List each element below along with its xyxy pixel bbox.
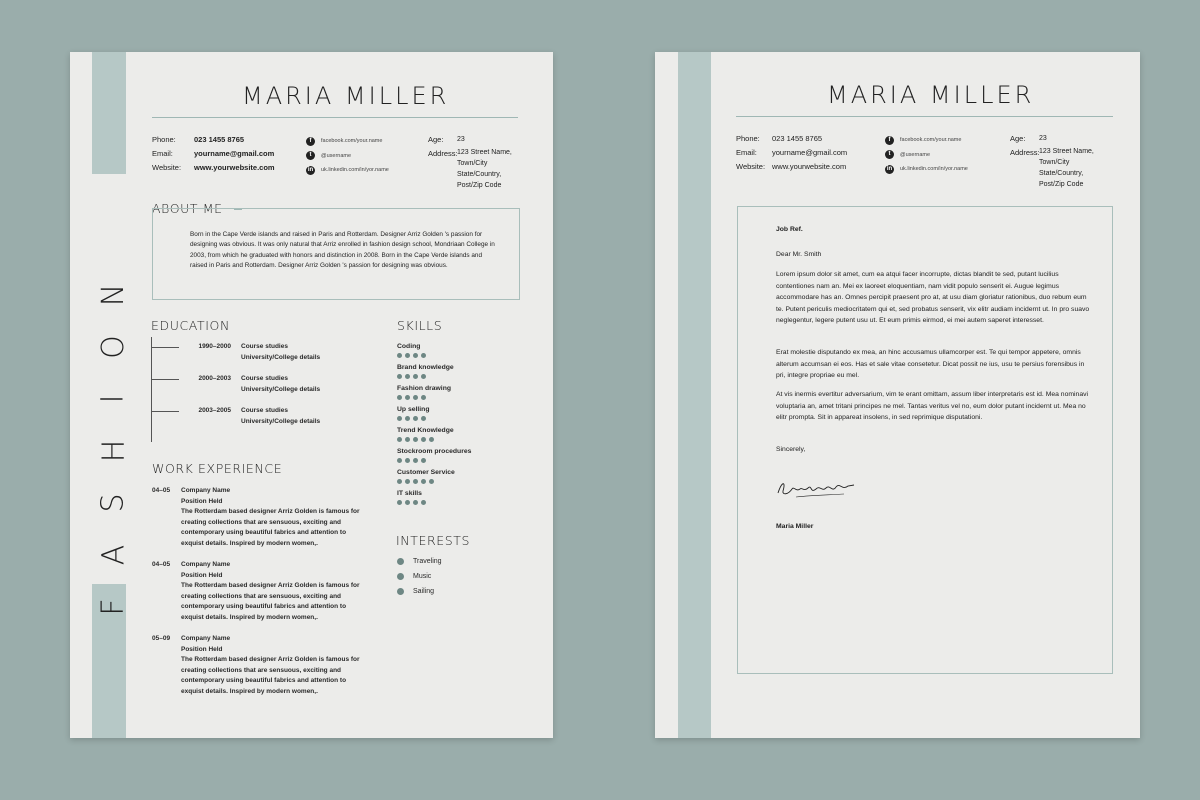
twitter-link[interactable]: @username xyxy=(900,151,931,158)
signature-image xyxy=(774,477,859,501)
skill-label: Coding xyxy=(397,343,421,350)
bullet-icon xyxy=(397,558,404,565)
address-line: Post/Zip Code xyxy=(1039,181,1084,188)
education-item xyxy=(151,374,320,395)
social-links xyxy=(306,134,389,178)
skill-rating xyxy=(397,395,451,400)
twitter-icon: t xyxy=(306,151,315,160)
signer-name: Maria Miller xyxy=(776,523,814,530)
skill-rating xyxy=(397,458,471,463)
education-school: University/College details xyxy=(241,353,321,361)
skill-item xyxy=(397,448,471,463)
education-course: Course studies xyxy=(241,407,288,414)
website-label: Website: xyxy=(152,163,182,172)
education-school: University/College details xyxy=(241,385,321,393)
interest-item xyxy=(397,588,434,595)
contact-labels xyxy=(736,132,765,174)
rating-dot xyxy=(397,458,402,463)
rating-dot xyxy=(397,500,402,505)
job-ref: Job Ref. xyxy=(776,226,803,233)
twitter-link[interactable]: @username xyxy=(321,152,352,159)
skill-item xyxy=(397,385,451,400)
work-company: Company Name xyxy=(181,487,231,494)
work-position: Position Held xyxy=(181,645,223,653)
address-line: 123 Street Name, xyxy=(1039,148,1094,155)
work-title: WORK EXPERIENCE xyxy=(152,461,283,476)
email-value: yourname@gmail.com xyxy=(194,149,275,158)
letter-name: MARIA MILLER xyxy=(827,81,1035,109)
email-label: Email: xyxy=(152,149,173,158)
rating-dot xyxy=(405,458,410,463)
letter-n: N xyxy=(95,283,131,307)
cover-letter-page xyxy=(655,52,1140,738)
rating-dot xyxy=(421,416,426,421)
letter-a: A xyxy=(95,544,131,566)
work-position: Position Held xyxy=(181,571,223,579)
skill-label: IT skills xyxy=(397,490,422,497)
rating-dot xyxy=(413,416,418,421)
skill-item xyxy=(397,343,426,358)
work-item xyxy=(152,634,361,698)
address-line: State/Country, xyxy=(1039,170,1084,177)
interest-item xyxy=(397,573,431,580)
education-years: 1990–2000 xyxy=(198,343,231,350)
rating-dot xyxy=(413,500,418,505)
interest-label: Traveling xyxy=(413,558,442,565)
paragraph: Erat molestie disputando ex mea, an hinc accusamus ullamcorper est. Te qui tempor appetere, omnis alterum accumsan ei eos. Has et sale vitae consetetur. Dicat possit ne ius, usu te persius forensibus in pri, integre propriae eu mel. xyxy=(776,349,1085,379)
work-item xyxy=(152,486,361,550)
letter-o: O xyxy=(95,335,131,359)
rating-dot xyxy=(421,374,426,379)
header-rule xyxy=(736,116,1113,117)
rating-dot xyxy=(421,500,426,505)
rating-dot xyxy=(405,500,410,505)
linkedin-link[interactable]: uk.linkedin.com/in/yor.name xyxy=(321,167,389,173)
contact-labels xyxy=(152,133,181,175)
facebook-link[interactable]: facebook.com/your.name xyxy=(900,137,962,143)
skill-label: Up selling xyxy=(397,406,430,413)
work-position: Position Held xyxy=(181,497,223,505)
interest-label: Music xyxy=(413,573,432,580)
address-label: Address: xyxy=(428,149,458,158)
about-title: ABOUT ME xyxy=(152,201,223,216)
education-course: Course studies xyxy=(241,375,288,382)
rating-dot xyxy=(413,374,418,379)
rating-dot xyxy=(405,374,410,379)
facebook-icon: f xyxy=(885,136,894,145)
personal-labels xyxy=(428,133,458,161)
personal-labels xyxy=(1010,132,1040,160)
education-school: University/College details xyxy=(241,417,321,425)
work-item xyxy=(152,560,361,624)
rating-dot xyxy=(421,437,426,442)
greeting: Dear Mr. Smith xyxy=(776,251,822,258)
rating-dot xyxy=(413,353,418,358)
skills-title: SKILLS xyxy=(397,318,443,333)
bullet-icon xyxy=(397,573,404,580)
address-line: Town/City xyxy=(1039,159,1070,166)
skill-item xyxy=(397,469,455,484)
accent-band xyxy=(678,52,711,738)
skill-rating xyxy=(397,374,454,379)
rating-dot xyxy=(429,437,434,442)
letter-h: H xyxy=(95,439,131,463)
rating-dot xyxy=(405,437,410,442)
skill-label: Brand knowledge xyxy=(397,364,454,371)
work-years: 04–05 xyxy=(152,487,171,494)
phone-value: 023 1455 8765 xyxy=(772,134,823,143)
closing: Sincerely, xyxy=(776,446,806,453)
work-years: 05–09 xyxy=(152,635,171,642)
personal-values xyxy=(457,133,512,191)
skill-item xyxy=(397,406,429,421)
letter-i: I xyxy=(95,394,131,404)
skill-label: Fashion drawing xyxy=(397,385,452,392)
paragraph: Lorem ipsum dolor sit amet, cum ea atqui facer incorrupte, dictas blandit te sed, putant lucilius contentiones nam an. Mei ex laoreet eloquentiam, nam vidit populo senserit ei. Augue legimus accommodare has an. Omnes percipit praesent pro at, at usu diam gloriatur rationibus, duo rebum eum te. Putent periculis mediocritatem qui et, sed probatus senserit, vix elitr audiam incidernt ut. In pro suavo neglegentur, legere putent usu ut. Et eum primis eirmod, ei mei autem saperet interesset. xyxy=(776,271,1090,324)
email-value: yourname@gmail.com xyxy=(772,148,848,157)
letter-f: F xyxy=(95,598,131,616)
about-text: Born in the Cape Verde islands and raised in Paris and Rotterdam. Designer Arriz Golden 's passion for designing was obvious. It was only natural that Arriz enrolled in fashion design school, Mondriaan College in 2003, from which he graduated with honors and distinction in 2008. Born in the Cape Verde islands and raised in Paris and Rotterdam. Designer Arriz Golden 's passion for designing was obvious. xyxy=(190,231,495,270)
rating-dot xyxy=(421,458,426,463)
twitter-icon: t xyxy=(885,150,894,159)
linkedin-link[interactable]: uk.linkedin.com/in/yor.name xyxy=(900,166,968,172)
rating-dot xyxy=(405,395,410,400)
website-value: www.yourwebsite.com xyxy=(772,162,847,171)
address-line: 123 Street Name, xyxy=(457,149,512,156)
contact-values xyxy=(772,132,847,174)
age-label: Age: xyxy=(428,135,444,144)
age-value: 23 xyxy=(1039,135,1047,142)
rating-dot xyxy=(397,395,402,400)
age-label: Age: xyxy=(1010,134,1026,143)
education-item xyxy=(151,406,320,427)
email-label: Email: xyxy=(736,148,757,157)
phone-value: 023 1455 8765 xyxy=(194,135,245,144)
facebook-link[interactable]: facebook.com/your.name xyxy=(321,138,383,144)
work-company: Company Name xyxy=(181,635,231,642)
address-line: State/Country, xyxy=(457,171,502,178)
linkedin-icon: in xyxy=(886,165,893,172)
contact-values xyxy=(194,133,275,175)
skill-label: Customer Service xyxy=(397,469,455,476)
phone-label: Phone: xyxy=(152,135,176,144)
interests-title: INTERESTS xyxy=(396,533,471,548)
address-line: Town/City xyxy=(457,160,488,167)
interest-item xyxy=(397,558,442,565)
age-value: 23 xyxy=(457,136,465,143)
education-title: EDUCATION xyxy=(151,318,230,333)
skill-rating xyxy=(397,416,429,421)
social-links xyxy=(885,133,968,177)
skill-rating xyxy=(397,479,455,484)
paragraph: At vis inermis evertitur adversarium, vim te erant omittam, assum liber interpretaris est id. Mea nominavi voluptaria an, amet tritani principes ne mel. Tantas veritus vel no, eum dolor putant incidernt ut. Mea no elitr prompta. Sit in appareat insolens, in sed reprimique disputationi. xyxy=(776,391,1089,421)
education-years: 2000–2003 xyxy=(198,375,231,382)
phone-label: Phone: xyxy=(736,134,760,143)
skill-label: Trend Knowledge xyxy=(397,427,454,434)
skill-rating xyxy=(397,500,426,505)
rating-dot xyxy=(413,437,418,442)
address-label: Address: xyxy=(1010,148,1040,157)
fashion-vertical-word xyxy=(95,280,131,622)
rating-dot xyxy=(413,395,418,400)
resume-name: MARIA MILLER xyxy=(242,82,450,110)
skill-item xyxy=(397,490,426,505)
work-description: The Rotterdam based designer Arriz Golden is famous for creating collections that are sensuous, exciting and contemporary using beautiful fabrics and attention to exquist details. Inspired by modern women,. xyxy=(181,508,360,547)
rating-dot xyxy=(421,479,426,484)
work-description: The Rotterdam based designer Arriz Golden is famous for creating collections that are sensuous, exciting and contemporary using beautiful fabrics and attention to exquist details. Inspired by modern women,. xyxy=(181,582,360,621)
skill-rating xyxy=(397,353,426,358)
facebook-icon: f xyxy=(306,137,315,146)
rating-dot xyxy=(405,416,410,421)
work-description: The Rotterdam based designer Arriz Golden is famous for creating collections that are sensuous, exciting and contemporary using beautiful fabrics and attention to exquist details. Inspired by modern women,. xyxy=(181,656,360,695)
skill-item xyxy=(397,364,454,379)
work-company: Company Name xyxy=(181,561,231,568)
skill-rating xyxy=(397,437,454,442)
resume-page xyxy=(70,52,553,738)
website-value: www.yourwebsite.com xyxy=(194,163,275,172)
work-years: 04–05 xyxy=(152,561,171,568)
rating-dot xyxy=(397,374,402,379)
education-course: Course studies xyxy=(241,343,288,350)
education-item xyxy=(151,342,320,363)
rating-dot xyxy=(413,479,418,484)
linkedin-icon: in xyxy=(307,166,314,173)
rating-dot xyxy=(413,458,418,463)
rating-dot xyxy=(397,416,402,421)
rating-dot xyxy=(397,437,402,442)
rating-dot xyxy=(405,353,410,358)
letter-s: S xyxy=(95,493,131,513)
website-label: Website: xyxy=(736,162,766,171)
interest-label: Sailing xyxy=(413,588,435,595)
skill-label: Stockroom procedures xyxy=(397,448,472,455)
rating-dot xyxy=(421,395,426,400)
bullet-icon xyxy=(397,588,404,595)
rating-dot xyxy=(397,479,402,484)
rating-dot xyxy=(397,353,402,358)
rating-dot xyxy=(429,479,434,484)
education-years: 2003–2005 xyxy=(198,407,231,414)
address-line: Post/Zip Code xyxy=(457,182,502,189)
accent-band-top xyxy=(92,52,126,174)
rating-dot xyxy=(405,479,410,484)
rating-dot xyxy=(421,353,426,358)
skill-item xyxy=(397,427,454,442)
header-rule xyxy=(152,117,518,118)
personal-values xyxy=(1039,132,1094,190)
